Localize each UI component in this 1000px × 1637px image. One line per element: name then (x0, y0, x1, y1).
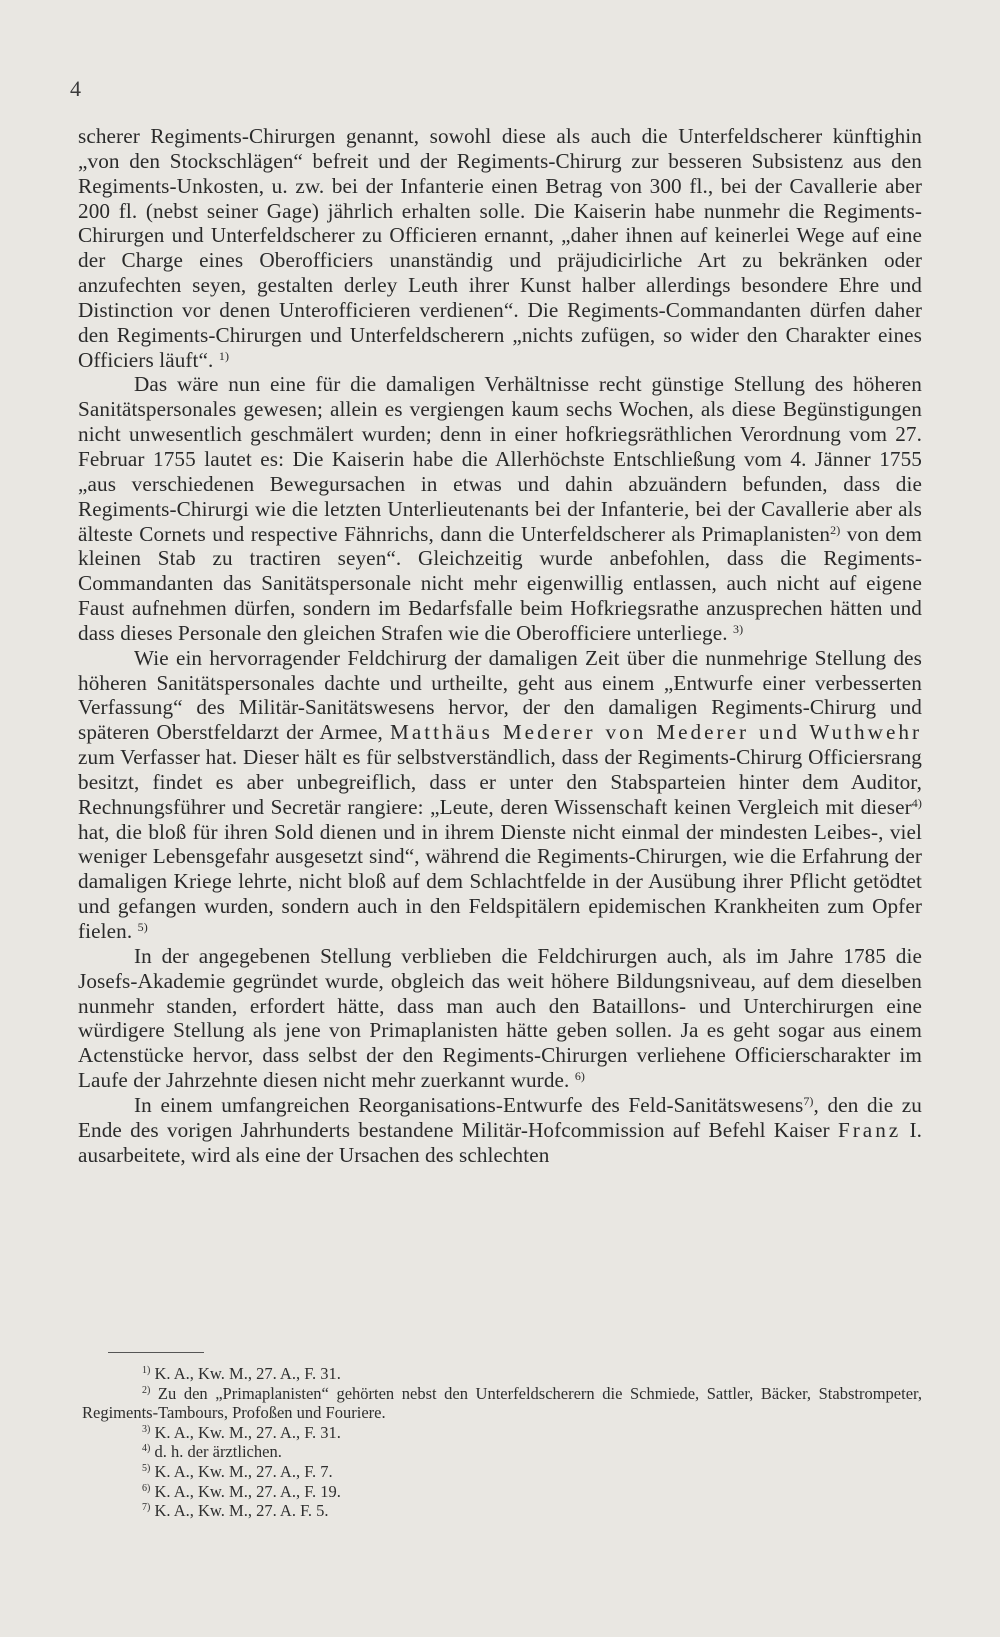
paragraph-text: , den die zu Ende des vorigen Jahrhunderts bestandene Militär-Hofcommission auf Befehl Kaiser (78, 1092, 922, 1142)
paragraph-text: zum Verfasser hat. Dieser hält es für selbstverständlich, dass der Regiments-Chirurg Officiersrang besitzt, findet es aber unbegreiflich, dass er unter den Stabsparteien hinter dem Auditor, Rechnungsführer und Secretär rangiere: „Leute, deren Wissenschaft keinen Vergleich mit dieser (78, 745, 922, 819)
footnote-text: d. h. der ärztlichen. (150, 1442, 282, 1462)
footnote-mark: 3) (142, 1423, 151, 1435)
footnote-text: K. A., Kw. M., 27. A., F. 7. (150, 1461, 333, 1481)
paragraph-text: scherer Regiments-Chirurgen genannt, sowohl diese als auch die Unterfeldscherer künftighin „von den Stockschlägen“ befreit und der Regiments-Chirurg zur besseren Subsistenz aus den Regiments-Unkosten, u. zw. bei der Infanterie einen Betrag von 300 fl., bei der Cavallerie aber 200 fl. (nebst seiner Gage) jährlich erhalten solle. Die Kaiserin habe nunmehr die Regiments-Chirurgen und Unterfeldscherer zu Officieren ernannt, „daher ihnen auf keinerlei Wege auf eine der Charge eines Oberofficiers unanständig und präjudicirliche Art zu bekränken oder anzufechten seyen, gestalten derley Leuth ihrer Kunst halber allerdings besondere Ehre und Distinction vor denen Unterofficieren verdienen“. Die Regiments-Commandanten dürfen daher den Regiments-Chirurgen und Unterfeldscherern „nichts zufügen, so wider den Charakter eines Officiers läuft“. (78, 124, 922, 372)
footnote-reference: 1) (218, 348, 230, 363)
paragraph (78, 1093, 922, 1168)
footnote (82, 1462, 922, 1482)
footnote-divider (108, 1352, 204, 1353)
paragraph-text: hat, die bloß für ihren Sold dienen und in ihrem Dienste nicht einmal der mindesten Leibes-, viel weniger Lebensgefahr ausgesetzt sind“, während die Regiments-Chirurgen, wie die Erfahrung der damaligen Kriege lehrte, nicht bloß auf dem Schlachtfelde in der Ausübung ihrer Pflicht getödtet und gefangen wurden, sondern auch in den Feldspitälern epidemischen Krankheiten zum Opfer fielen. (78, 819, 922, 943)
footnote-reference: 2) (830, 522, 841, 537)
footnote-text: K. A., Kw. M., 27. A., F. 31. (150, 1364, 341, 1383)
paragraph (78, 646, 922, 944)
paragraph-text: In der angegebenen Stellung verblieben die Feldchirurgen auch, als im Jahre 1785 die Josefs-Akademie gegründet wurde, obgleich das weit höhere Bildungsniveau, auf dem dieselben nunmehr standen, erfordert hätte, dass man auch den Bataillons- und Unterchirurgen eine würdigere Stellung als jene von Primaplanisten hätte geben sollen. Ja es geht sogar aus einem Actenstücke hervor, dass selbst der den Regiments-Chirurgen verliehene Officierscharakter im Laufe der Jahrzehnte diesen nicht mehr zuerkannt wurde. (78, 943, 922, 1093)
footnote-reference: 5) (137, 920, 148, 934)
footnote-text: K. A., Kw. M., 27. A., F. 31. (150, 1422, 341, 1442)
footnote-text: K. A., Kw. M., 27. A., F. 19. (150, 1481, 341, 1501)
footnote (82, 1423, 922, 1443)
footnote (82, 1482, 922, 1502)
spaced-name: Franz (837, 1117, 902, 1142)
page-number: 4 (70, 76, 81, 101)
footnote-mark: 6) (142, 1482, 151, 1494)
footnote (82, 1364, 922, 1384)
footnote-text: K. A., Kw. M., 27. A. F. 5. (150, 1501, 329, 1521)
footnote-mark: 1) (142, 1365, 151, 1376)
footnotes (82, 1364, 922, 1521)
body-text (78, 124, 922, 1167)
paragraph-text: I. ausarbeitete, wird als eine der Ursachen des schlechten (78, 1117, 922, 1167)
footnote (82, 1501, 922, 1521)
footnote-mark: 7) (142, 1502, 151, 1514)
footnote-reference: 7) (803, 1093, 814, 1108)
paragraph (78, 124, 922, 372)
paragraph-text: Wie ein hervorragender Feldchirurg der damaligen Zeit über die nunmehrige Stellung des höheren Sanitätspersonales dachte und urtheilte, geht aus einem „Entwurfe einer verbesserten Verfassung“ des Militär-Sanitätswesens hervor, der den damaligen Regiments-Chirurg und späteren Oberstfeldarzt der Armee, (78, 645, 922, 745)
footnote-reference: 6) (574, 1069, 586, 1084)
paragraph (78, 372, 922, 645)
paragraph-text: In einem umfangreichen Reorganisations-Entwurfe des Feld-Sanitätswesens (134, 1092, 804, 1117)
footnote-mark: 2) (142, 1384, 151, 1396)
footnote (82, 1442, 922, 1462)
spaced-name: Matthäus Mederer von Mederer und Wuthwehr (390, 720, 923, 745)
paragraph (78, 944, 922, 1093)
footnote-mark: 4) (142, 1443, 151, 1455)
footnote-reference: 4) (911, 795, 922, 810)
paragraph-text: Das wäre nun eine für die damaligen Verhältnisse recht günstige Stellung des höheren Sanitätspersonales gewesen; allein es vergiengen kaum sechs Wochen, als diese Begünstigungen nicht unwesentlich geschmälert wurden; denn in einer hofkriegsräthlichen Verordnung vom 27. Februar 1755 lautet es: Die Kaiserin habe die Allerhöchste Entschließung vom 4. Jänner 1755 „aus verschiedenen Bewegursachen in etwas und dahin abzuändern befunden, dass die Regiments-Chirurgi wie die letzten Unterlieutenants bei der Infanterie, bei der Cavallerie aber als älteste Cornets und respective Fähnrichs, dann die Unterfeldscherer als Primaplanisten (78, 372, 922, 546)
footnote-mark: 5) (142, 1462, 151, 1474)
paragraph-text: von dem kleinen Stab zu tractiren seyen“. Gleichzeitig wurde anbefohlen, dass die Regiments-Commandanten das Sanitätspersonale nicht mehr eigenwillig entlassen, auch nicht auf eigene Faust aufnehmen dürfen, sondern im Bedarfsfalle beim Hofkriegsrathe anzusprechen hätten und dass dieses Personale den gleichen Strafen wie die Oberofficiere unterliege. (78, 521, 922, 645)
footnote-reference: 3) (733, 621, 744, 636)
footnote (82, 1384, 922, 1423)
footnote-text: Zu den „Primaplanisten“ gehörten nebst den Unterfeldscherern die Schmiede, Sattler, Bäcker, Stabstrompeter, Regiments-Tambours, Profoßen und Fouriere. (82, 1383, 922, 1423)
